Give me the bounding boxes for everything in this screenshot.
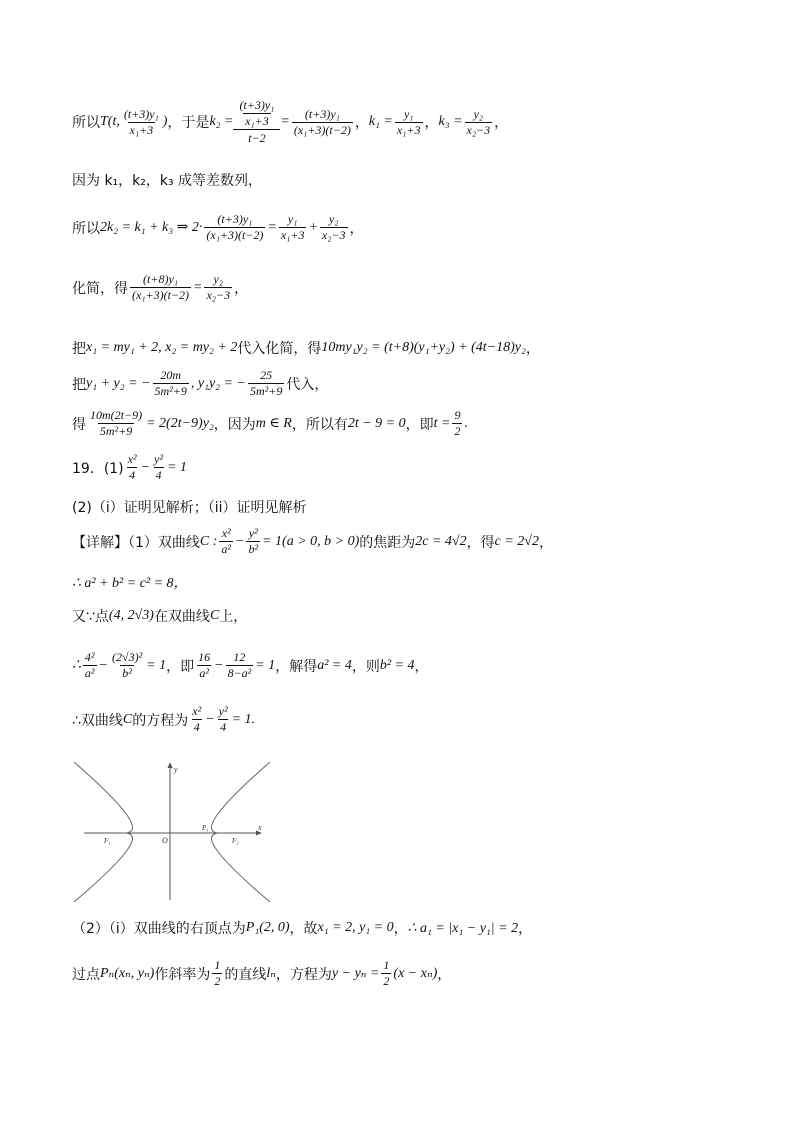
math: a² = 4 bbox=[317, 657, 352, 673]
text: ， bbox=[424, 115, 439, 131]
math: = bbox=[280, 114, 290, 129]
math: P₁(2, 0) bbox=[245, 920, 290, 935]
text: ， bbox=[437, 966, 452, 983]
text: 代入化简，得 bbox=[237, 341, 322, 357]
text: 化简，得 bbox=[72, 280, 128, 297]
math: = 1 bbox=[231, 711, 252, 727]
text: 得 bbox=[72, 416, 86, 433]
text: ，解得 bbox=[275, 658, 318, 675]
fraction: $\frac{10m(2t-9)}{\text{5m²+9}}$ bbox=[90, 408, 143, 438]
line-vieta bbox=[72, 368, 328, 399]
math: C : bbox=[199, 533, 218, 549]
math: 2c = 4√2 bbox=[415, 533, 467, 549]
math: , y₁y₂ = − bbox=[190, 375, 246, 391]
axis-label-y: y bbox=[174, 765, 178, 774]
text: 把 bbox=[72, 376, 86, 393]
math: m ∈ R bbox=[255, 416, 292, 431]
text: ， bbox=[494, 115, 509, 131]
line-slope-half bbox=[72, 958, 451, 989]
fraction: $\frac{9}{2}$ bbox=[454, 408, 461, 438]
text: ， bbox=[518, 921, 533, 937]
fraction: $\frac{\text{x²}}{4}$ bbox=[192, 704, 202, 734]
fraction: $\frac{\text{y²}}{4}$ bbox=[154, 452, 163, 482]
fraction: $\frac{\text{y₂}}{\text{x₂−3}}$ bbox=[206, 272, 231, 302]
text: 过点 bbox=[72, 966, 100, 983]
vertex-label: P₁ bbox=[202, 824, 209, 832]
math: ∴ bbox=[72, 658, 81, 673]
nested-fraction: $\frac{\frac{\text{(t+3)y₁}}{\text{x₁+3}}}{t-2}$ bbox=[233, 98, 280, 146]
math: − bbox=[235, 533, 245, 549]
text: ，得 bbox=[466, 534, 495, 551]
text: 因为 k₁，k₂，k₃ 成等差数列， bbox=[72, 173, 263, 189]
text: ， bbox=[234, 280, 249, 297]
fraction: $\frac{16}{\text{a²}}$ bbox=[198, 650, 211, 680]
math: . bbox=[251, 711, 256, 727]
math: . bbox=[464, 415, 468, 431]
math: C bbox=[209, 608, 220, 623]
focus-left-label: F₁ bbox=[104, 837, 111, 845]
fraction: $\frac{\text{x²}}{\text{a²}}$ bbox=[221, 526, 232, 556]
line-T-and-slopes bbox=[72, 98, 508, 146]
text: （2）（i）双曲线的右顶点为 bbox=[72, 921, 246, 937]
hyperbola-left-branch bbox=[74, 762, 133, 902]
math: − bbox=[214, 657, 224, 673]
line-solve-a-b bbox=[72, 650, 429, 681]
text: ，即 bbox=[166, 658, 195, 675]
fraction: $\frac{20m}{\text{5m²+9}}$ bbox=[154, 368, 187, 398]
math: + bbox=[308, 219, 318, 235]
hyperbola-figure bbox=[72, 760, 277, 902]
math: C bbox=[122, 711, 133, 727]
axis-label-x: x bbox=[258, 823, 262, 832]
math: ∴ a₁ = |x₁ − y₁| = 2 bbox=[407, 920, 519, 936]
fraction: $\frac{\text{y₁}}{\text{x₁+3}}$ bbox=[280, 212, 305, 242]
math: y − yₙ = bbox=[331, 966, 380, 981]
math: t = bbox=[433, 415, 451, 431]
text: ，方程为 bbox=[275, 966, 332, 983]
math: 2t − 9 = 0 bbox=[347, 415, 406, 431]
fraction: $\frac{\text{(t+3)y₁}}{\text{(x₁+3)(t−2)}}$ bbox=[206, 212, 264, 242]
math: (4, 2√3) bbox=[108, 608, 154, 623]
text: 作斜率为 bbox=[154, 966, 211, 983]
line-arithmetic-sequence bbox=[72, 170, 262, 190]
y-axis-arrow-icon bbox=[168, 762, 173, 768]
fraction: $\frac{\text{y²}}{\text{b²}}$ bbox=[248, 526, 259, 556]
math: ) bbox=[162, 114, 168, 129]
answer-19-1 bbox=[72, 452, 187, 483]
line-detail-focal bbox=[72, 526, 553, 557]
line-equation-2k2 bbox=[72, 212, 364, 243]
fraction: $\frac{\text{(t+3)y₁}}{\text{x₁+3}}$ bbox=[123, 106, 159, 137]
answer-19-2 bbox=[72, 497, 307, 517]
text: 在双曲线 bbox=[153, 609, 210, 625]
fraction: $\frac{\text{y²}}{4}$ bbox=[218, 704, 228, 734]
text: ，因为 bbox=[213, 416, 256, 433]
text: 代入， bbox=[286, 376, 329, 393]
line-substitute bbox=[72, 338, 540, 358]
hyperbola-right-branch bbox=[212, 762, 271, 902]
math: 2k₂ = k₁ + k₃ ⇒ 2· bbox=[100, 220, 203, 235]
text: 所以 bbox=[72, 220, 100, 237]
math: ∴ a² + b² = c² = 8， bbox=[72, 576, 188, 591]
line-simplify bbox=[72, 272, 248, 303]
math: − bbox=[205, 711, 215, 727]
text: 的直线 bbox=[224, 966, 267, 983]
origin-label: O bbox=[162, 836, 168, 845]
math-k3: k₃ = bbox=[438, 114, 463, 129]
math: − bbox=[98, 657, 108, 673]
text: ， bbox=[525, 341, 540, 357]
math: = bbox=[267, 219, 277, 235]
math: x₁ = 2, y₁ = 0 bbox=[317, 920, 394, 935]
fraction: $\frac{\text{(t+3)y₁}}{\text{(x₁+3)(t−2)}}$ bbox=[293, 106, 351, 137]
fraction: $\frac{\text{y₁}}{\text{x₁+3}}$ bbox=[396, 106, 421, 137]
focus-right-label: F₂ bbox=[232, 837, 239, 845]
text: ，则 bbox=[351, 658, 380, 675]
fraction: $\frac{\text{x²}}{4}$ bbox=[127, 452, 137, 482]
detail-heading: 【详解】（1）双曲线 bbox=[72, 534, 200, 551]
text: ，故 bbox=[289, 921, 318, 937]
fraction: $\frac{\text{y₂}}{\text{x₂−3}}$ bbox=[321, 212, 346, 242]
math: (x − xₙ) bbox=[393, 966, 438, 981]
line-right-vertex bbox=[72, 918, 532, 938]
text: ，即 bbox=[405, 416, 434, 433]
text: 上， bbox=[219, 609, 248, 625]
text: 的焦距为 bbox=[359, 534, 416, 551]
math: 10my₁y₂ = (t+8)(y₁+y₂) + (4t−18)y₂ bbox=[321, 340, 526, 355]
math: y₁ + y₂ = − bbox=[86, 375, 151, 391]
text: ∴双曲线 bbox=[72, 712, 123, 729]
text: 又∵点 bbox=[72, 609, 109, 625]
text: ， bbox=[414, 658, 429, 675]
math-k1: k₁ = bbox=[368, 114, 393, 129]
fraction: $\frac{12}{\text{8−a²}}$ bbox=[227, 650, 252, 680]
fraction: $\frac{25}{\text{5m²+9}}$ bbox=[249, 368, 283, 398]
text: ， bbox=[349, 220, 364, 237]
text: 所以 bbox=[72, 115, 100, 131]
text: ， bbox=[354, 115, 369, 131]
fraction: $\frac{1}{2}$ bbox=[214, 958, 221, 988]
math: = 1 bbox=[146, 657, 167, 673]
math: c = 2√2 bbox=[494, 533, 539, 549]
math: − bbox=[140, 459, 151, 475]
question-number: 19．(1) bbox=[72, 460, 124, 477]
text: (2)（i）证明见解析；（ii）证明见解析 bbox=[72, 500, 307, 516]
math-k2: k₂ = bbox=[209, 114, 234, 129]
text: 的方程为 bbox=[132, 712, 189, 729]
text: ，于是 bbox=[167, 115, 210, 131]
text: ， bbox=[393, 921, 408, 937]
math: = 2(2t−9)y₂ bbox=[146, 415, 214, 431]
text: ，所以有 bbox=[291, 416, 348, 433]
math: x₁ = my₁ + 2, x₂ = my₂ + 2 bbox=[86, 340, 238, 355]
line-abc bbox=[72, 572, 188, 592]
math: = 1 bbox=[255, 657, 276, 673]
math: b² = 4 bbox=[379, 657, 415, 673]
text: 把 bbox=[72, 341, 86, 357]
line-result-t bbox=[72, 408, 468, 439]
math: = 1 bbox=[166, 459, 187, 475]
fraction: $\frac{\text{y₂}}{\text{x₂−3}}$ bbox=[466, 106, 491, 137]
line-point-on-curve bbox=[72, 606, 247, 626]
math: = bbox=[193, 279, 203, 295]
math: = 1(a > 0, b > 0) bbox=[262, 533, 360, 549]
math: Pₙ(xₙ, yₙ) bbox=[100, 966, 155, 981]
fraction: $\frac{\text{(2√3)²}}{\text{b²}}$ bbox=[111, 650, 143, 680]
text: ， bbox=[538, 534, 553, 551]
fraction: $\frac{1}{2}$ bbox=[383, 958, 390, 988]
fraction: $\frac{\text{(t+8)y₁}}{\text{(x₁+3)(t−2)}}$ bbox=[132, 272, 190, 302]
fraction: $\frac{\text{4²}}{\text{a²}}$ bbox=[84, 650, 95, 680]
line-hyperbola-equation bbox=[72, 704, 255, 735]
math: T(t, bbox=[100, 114, 120, 129]
math: lₙ bbox=[266, 966, 276, 981]
